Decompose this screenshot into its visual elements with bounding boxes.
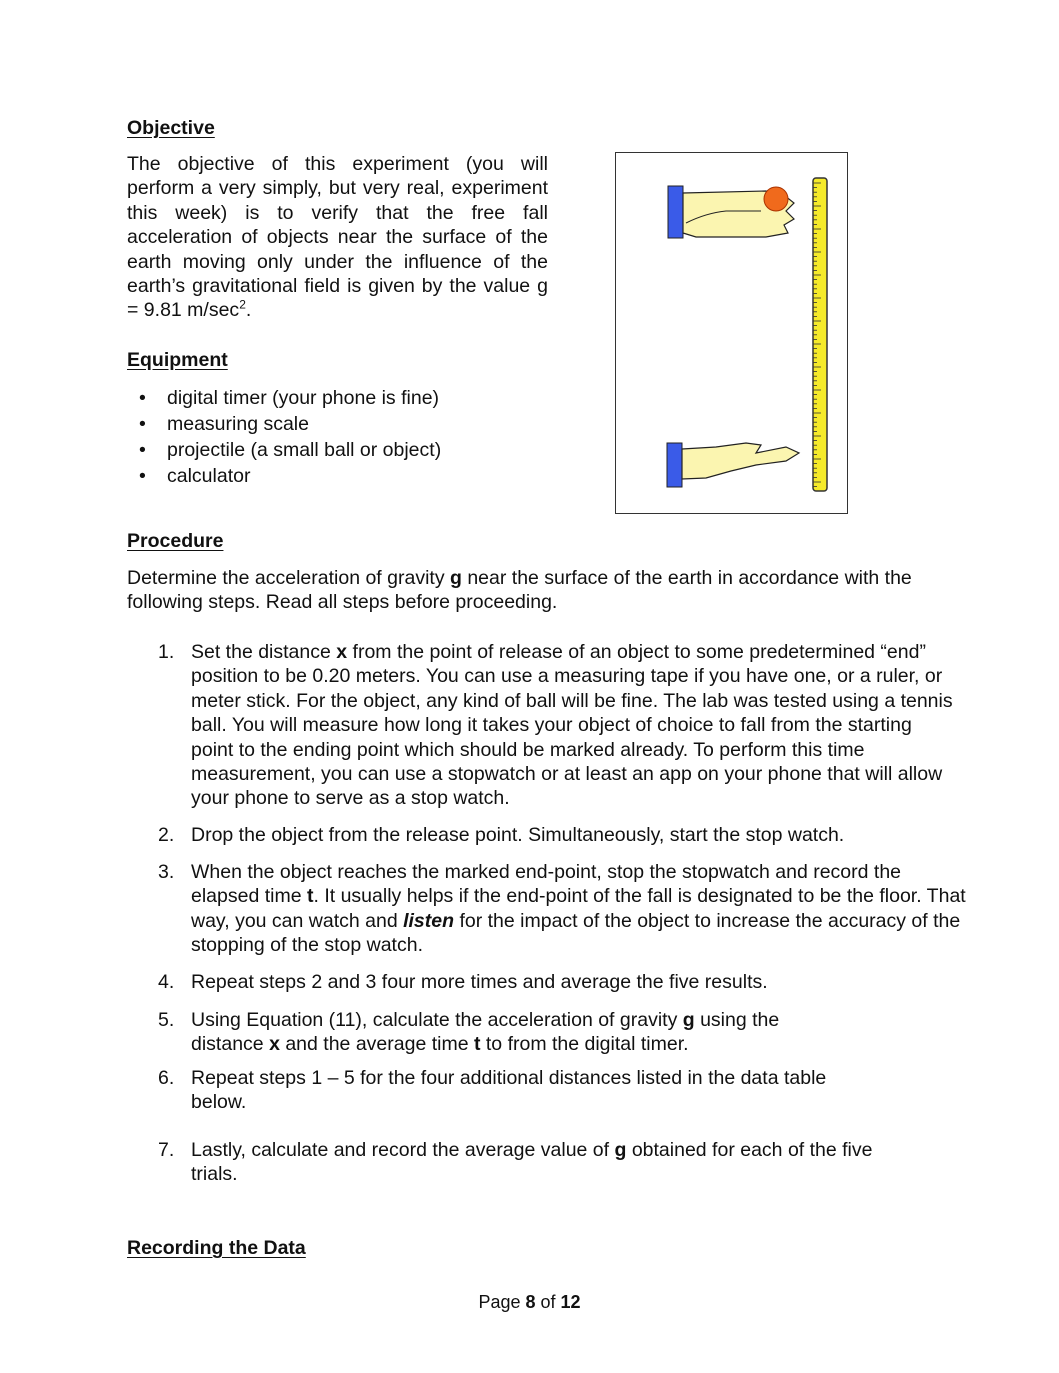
step-text bbox=[191, 1066, 836, 1115]
procedure-step bbox=[158, 1008, 958, 1057]
bold-x: x bbox=[336, 641, 348, 663]
text: for the impact of the object to increase the accuracy of the stopping of the stop watch. bbox=[191, 909, 961, 957]
text: Drop the object from the release point. Simultaneously, start the stop watch. bbox=[191, 824, 845, 846]
bold-t: t bbox=[473, 1033, 481, 1056]
text: using the distance bbox=[191, 1009, 780, 1056]
equipment-item: • digital timer (your phone is fine) bbox=[127, 386, 441, 412]
text: obtained for each of the five trials. bbox=[191, 1139, 873, 1186]
objective-body: The objective of this experiment (you will perform a very simply, but very real, experiment this week) is to verify that the free fall acceleration of objects near the surface of the earth moving only under the influence of the earth’s gravitational field is given by the value g = 9.81 m/sec bbox=[127, 153, 548, 322]
bold-g: g bbox=[682, 1009, 695, 1031]
text: When the object reaches the marked end-point, stop the stopwatch and record the elapsed time bbox=[191, 861, 902, 908]
step-number: 2. bbox=[158, 824, 175, 846]
step-number: 4. bbox=[158, 971, 175, 993]
period: . bbox=[245, 299, 252, 322]
text: Repeat steps 2 and 3 four more times and average the five results. bbox=[191, 971, 768, 993]
ruler-icon bbox=[813, 178, 827, 491]
text: . It usually helps if the end-point of the fall is designated to be the floor. That way, you can watch and bbox=[191, 885, 966, 932]
step-number: 5. bbox=[158, 1009, 175, 1031]
equipment-heading: Equipment bbox=[127, 349, 228, 371]
text: Repeat steps 1 – 5 for the four additional distances listed in the data table below. bbox=[191, 1067, 827, 1114]
step-text bbox=[191, 1138, 901, 1187]
objective-heading: Objective bbox=[127, 117, 215, 139]
text: to from the digital timer. bbox=[480, 1033, 689, 1056]
free-fall-figure bbox=[615, 152, 848, 514]
text: Determine the acceleration of gravity bbox=[127, 567, 450, 589]
lower-hand-icon bbox=[667, 443, 799, 487]
procedure-intro bbox=[127, 566, 957, 615]
procedure-step bbox=[158, 640, 958, 811]
procedure-heading: Procedure bbox=[127, 530, 224, 552]
step-text bbox=[191, 970, 958, 994]
equipment-list bbox=[127, 386, 441, 490]
recording-heading: Recording the Data bbox=[127, 1237, 306, 1259]
procedure-step bbox=[158, 1066, 958, 1115]
step-text bbox=[191, 823, 958, 847]
text: Using Equation (11), calculate the acceleration of gravity bbox=[191, 1009, 683, 1031]
equipment-item: • measuring scale bbox=[127, 412, 441, 438]
procedure-step bbox=[158, 860, 966, 958]
hands-ruler-illustration bbox=[616, 153, 846, 512]
upper-hand-icon bbox=[668, 186, 794, 238]
step-text bbox=[191, 640, 956, 811]
step-number: 7. bbox=[158, 1139, 175, 1161]
page-total: 12 bbox=[560, 1292, 581, 1312]
text: Lastly, calculate and record the average value of bbox=[191, 1139, 615, 1161]
text: from the point of release of an object to some predetermined “end” position to be 0.20 meters. You can use a measuring tape if you have one, or a ruler, or meter stick. For the object, any kind of ball will be fine. The lab was tested using a tennis ball. You will measure how long it takes your object of choice to fall from the starting point to the ending point which should be marked already. To perform this time measurement, you can use a stopwatch or at least an app on your phone that will allow your phone to serve as a stop watch. bbox=[191, 641, 953, 810]
text: and the average time bbox=[279, 1033, 474, 1056]
step-text bbox=[191, 1008, 836, 1057]
page-footer bbox=[0, 1290, 1059, 1314]
bold-italic-listen: listen bbox=[403, 909, 455, 932]
step-number: 3. bbox=[158, 861, 175, 883]
superscript: 2 bbox=[239, 297, 246, 312]
bold-g: g bbox=[614, 1139, 627, 1161]
equipment-item: • calculator bbox=[127, 464, 441, 490]
step-number: 1. bbox=[158, 641, 175, 663]
bold-x: x bbox=[269, 1033, 280, 1056]
step-text bbox=[191, 860, 966, 958]
text: near the surface of the earth in accordance with the following steps. Read all steps before proceeding. bbox=[127, 567, 912, 614]
equipment-item: • projectile (a small ball or object) bbox=[127, 438, 441, 464]
procedure-step bbox=[158, 1138, 958, 1187]
of-label: of bbox=[535, 1292, 561, 1312]
page-label: Page bbox=[478, 1292, 526, 1312]
bold-t: t bbox=[306, 885, 314, 908]
procedure-step bbox=[158, 970, 958, 994]
procedure-step bbox=[158, 823, 958, 847]
step-number: 6. bbox=[158, 1067, 175, 1089]
bold-g: g bbox=[450, 567, 462, 589]
text: Set the distance bbox=[191, 641, 337, 663]
objective-text bbox=[127, 152, 548, 323]
page-number: 8 bbox=[525, 1292, 536, 1312]
